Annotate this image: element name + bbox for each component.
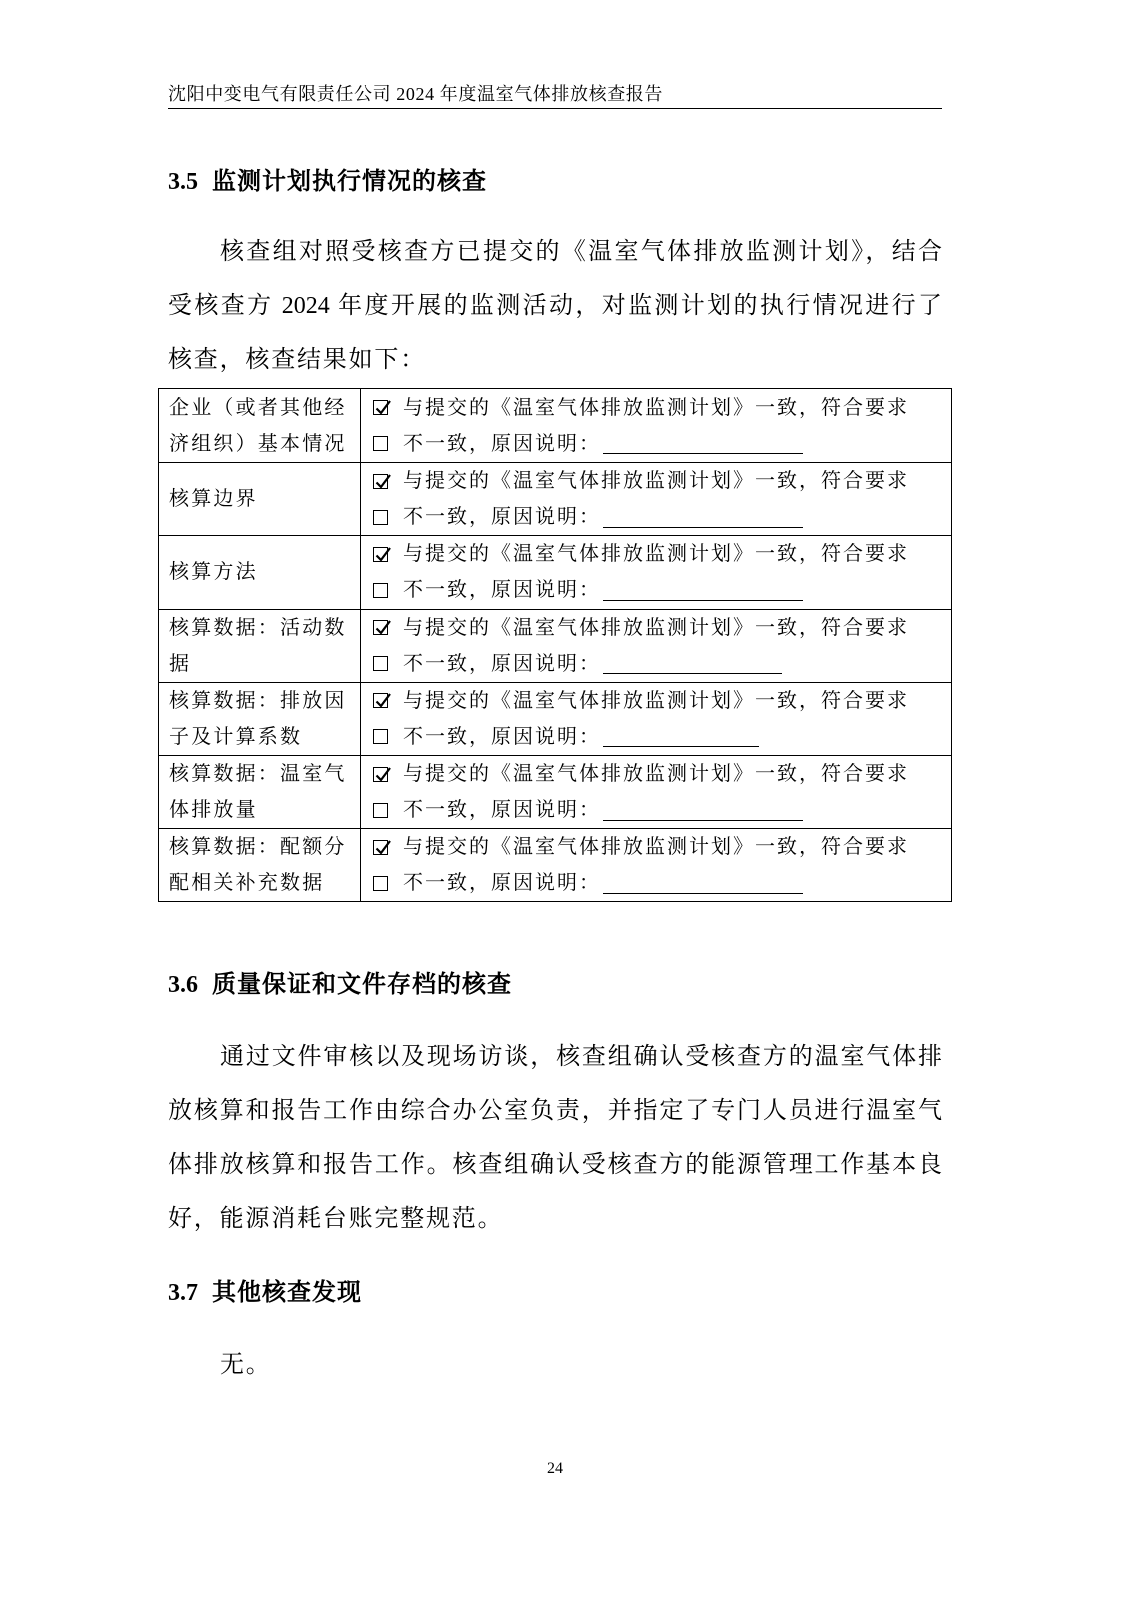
option-inconsistent-text: 不一致，原因说明：: [403, 506, 601, 529]
section-number: 3.6: [168, 972, 198, 998]
row-result-cell: [361, 389, 951, 462]
checkbox-checked-icon: [373, 620, 388, 635]
reason-blank-line: [603, 873, 803, 894]
option-consistent: [373, 610, 951, 646]
reason-blank-line: [603, 726, 759, 747]
row-label-cell: [159, 389, 361, 462]
reason-blank-line: [603, 433, 803, 454]
section-heading-3-5: [168, 166, 487, 198]
checkbox-checked-icon: [373, 767, 388, 782]
option-inconsistent: [373, 792, 951, 828]
paragraph-line: 体排放核算和报告工作。核查组确认受核查方的能源管理工作基本良: [168, 1152, 942, 1178]
section-heading-3-7: [168, 1277, 362, 1309]
option-consistent-text: 与提交的《温室气体排放监测计划》一致，符合要求: [403, 543, 909, 566]
paragraph-3-6: [168, 1030, 942, 1246]
option-consistent-text: 与提交的《温室气体排放监测计划》一致，符合要求: [403, 396, 909, 419]
checkbox-checked-icon: [373, 400, 388, 415]
option-inconsistent-text: 不一致，原因说明：: [403, 799, 601, 822]
option-inconsistent: [373, 572, 951, 608]
page-number: 24: [547, 1460, 563, 1477]
option-consistent: [373, 536, 951, 572]
option-consistent-text: 与提交的《温室气体排放监测计划》一致，符合要求: [403, 836, 909, 859]
option-inconsistent-text: 不一致，原因说明：: [403, 725, 601, 748]
option-consistent: [373, 829, 951, 865]
row-label: 核算数据：活动数据: [169, 616, 347, 675]
option-inconsistent-text: 不一致，原因说明：: [403, 652, 601, 675]
row-label: 核算边界: [169, 488, 258, 511]
row-label: 核算方法: [169, 561, 258, 584]
row-label: 企业（或者其他经济组织）基本情况: [169, 396, 347, 455]
paragraph-line: 无。: [220, 1352, 272, 1378]
paragraph-3-7: [168, 1338, 942, 1392]
checkbox-checked-icon: [373, 693, 388, 708]
option-consistent: [373, 683, 951, 719]
row-label-cell: [159, 536, 361, 608]
row-label: 核算数据：配额分配相关补充数据: [169, 836, 347, 895]
row-result-cell: [361, 756, 951, 828]
row-label: 核算数据：温室气体排放量: [169, 763, 347, 822]
option-consistent-text: 与提交的《温室气体排放监测计划》一致，符合要求: [403, 689, 909, 712]
reason-blank-line: [603, 507, 803, 528]
monitoring-plan-check-table: [158, 388, 952, 902]
checkbox-unchecked-icon: [373, 656, 388, 671]
row-result-cell: [361, 683, 951, 755]
option-consistent-text: 与提交的《温室气体排放监测计划》一致，符合要求: [403, 470, 909, 493]
checkbox-checked-icon: [373, 840, 388, 855]
paragraph-line: 核查组对照受核查方已提交的《温室气体排放监测计划》，结合: [220, 239, 942, 265]
row-label-cell: [159, 610, 361, 682]
checkbox-unchecked-icon: [373, 583, 388, 598]
row-label-cell: [159, 463, 361, 535]
running-header: [168, 82, 942, 109]
table-row: [159, 535, 951, 608]
paragraph-line: 通过文件审核以及现场访谈，核查组确认受核查方的温室气体排: [220, 1044, 942, 1070]
paragraph-3-5: [168, 225, 942, 387]
table-row: [159, 682, 951, 755]
option-inconsistent: [373, 499, 951, 535]
checkbox-checked-icon: [373, 474, 388, 489]
option-inconsistent: [373, 426, 951, 462]
checkbox-unchecked-icon: [373, 436, 388, 451]
option-consistent: [373, 390, 951, 426]
section-title: 监测计划执行情况的核查: [212, 169, 487, 195]
option-inconsistent-text: 不一致，原因说明：: [403, 432, 601, 455]
option-inconsistent: [373, 865, 951, 901]
row-label-cell: [159, 756, 361, 828]
option-consistent-text: 与提交的《温室气体排放监测计划》一致，符合要求: [403, 616, 909, 639]
section-title: 质量保证和文件存档的核查: [212, 972, 512, 998]
table-row: [159, 755, 951, 828]
checkbox-checked-icon: [373, 547, 388, 562]
paragraph-line: 好，能源消耗台账完整规范。: [168, 1206, 504, 1232]
report-title: 沈阳中变电气有限责任公司 2024 年度温室气体排放核查报告: [168, 84, 663, 104]
option-inconsistent-text: 不一致，原因说明：: [403, 579, 601, 602]
checkbox-unchecked-icon: [373, 729, 388, 744]
option-inconsistent: [373, 646, 951, 682]
table-row: [159, 828, 951, 901]
row-result-cell: [361, 829, 951, 901]
paragraph-line: 放核算和报告工作由综合办公室负责，并指定了专门人员进行温室气: [168, 1098, 942, 1124]
row-result-cell: [361, 463, 951, 535]
option-consistent: [373, 756, 951, 792]
section-heading-3-6: [168, 969, 512, 1001]
section-number: 3.7: [168, 1280, 198, 1306]
option-consistent-text: 与提交的《温室气体排放监测计划》一致，符合要求: [403, 763, 909, 786]
table-row: [159, 462, 951, 535]
row-label-cell: [159, 683, 361, 755]
reason-blank-line: [603, 653, 782, 674]
option-inconsistent: [373, 719, 951, 755]
table-row: [159, 389, 951, 462]
checkbox-unchecked-icon: [373, 510, 388, 525]
paragraph-line: 核查，核查结果如下：: [168, 347, 426, 373]
option-inconsistent-text: 不一致，原因说明：: [403, 872, 601, 895]
row-label-cell: [159, 829, 361, 901]
row-result-cell: [361, 536, 951, 608]
table-row: [159, 609, 951, 682]
row-label: 核算数据：排放因子及计算系数: [169, 689, 347, 748]
checkbox-unchecked-icon: [373, 876, 388, 891]
checkbox-unchecked-icon: [373, 803, 388, 818]
paragraph-line: 受核查方 2024 年度开展的监测活动，对监测计划的执行情况进行了: [168, 293, 942, 319]
row-result-cell: [361, 610, 951, 682]
reason-blank-line: [603, 580, 803, 601]
reason-blank-line: [603, 800, 803, 821]
section-number: 3.5: [168, 169, 198, 195]
section-title: 其他核查发现: [212, 1280, 362, 1306]
option-consistent: [373, 463, 951, 499]
